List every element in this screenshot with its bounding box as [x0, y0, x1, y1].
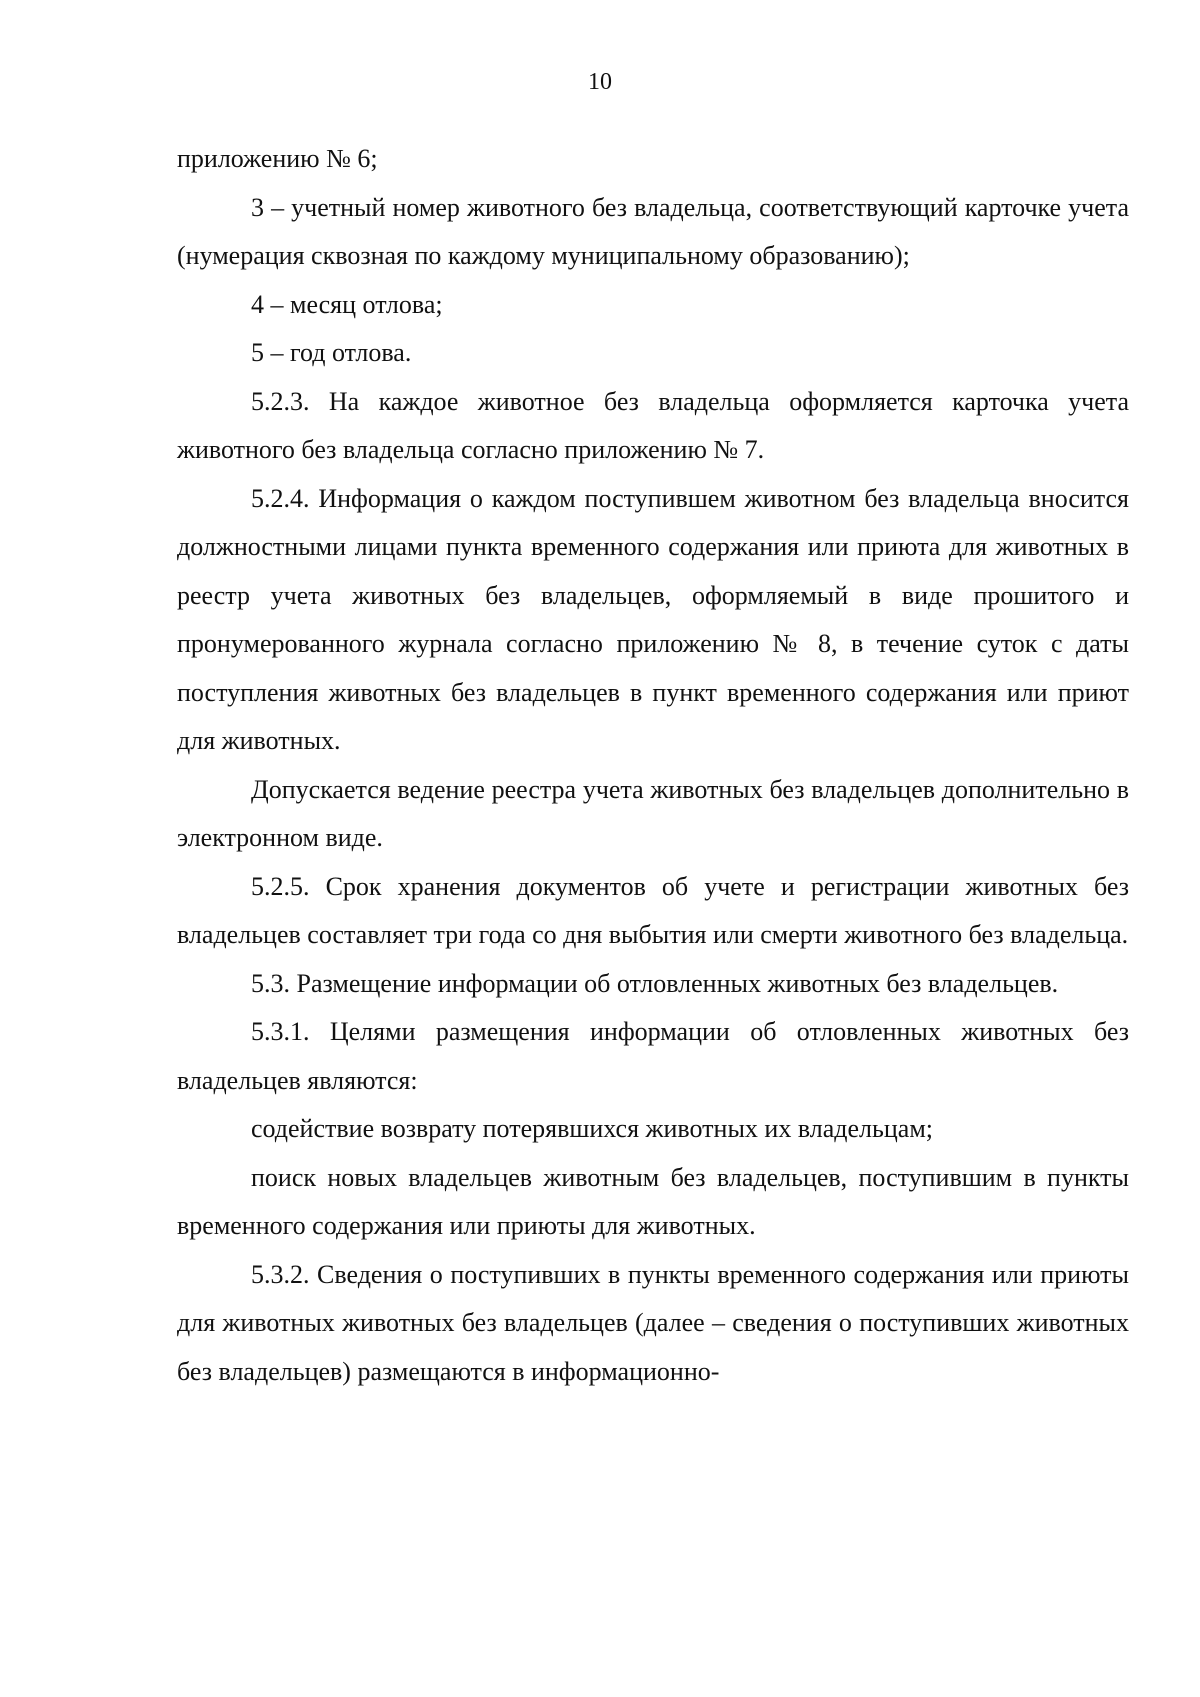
paragraph-5-2-5: 5.2.5. Срок хранения документов об учете и регистрации животных без владельцев составляет три года со дня выбытия или смерти животного без владельца.	[177, 871, 1129, 949]
paragraph-5-3-2: 5.3.2. Сведения о поступивших в пункты временного содержания или приюты для животных животных без владельцев (далее – сведения о поступивших животных без владельцев) размещаются в информационно-	[177, 1259, 1129, 1386]
paragraph-5-3: 5.3. Размещение информации об отловленных животных без владельцев.	[251, 968, 1059, 998]
page-number: 10	[588, 69, 612, 95]
paragraph-5-2-4: 5.2.4. Информация о каждом поступившем животном без владельца вносится должностными лицами пункта временного содержания или приюта для животных в реестр учета животных без владельцев, оформляемый в виде прошитого и пронумерованного журнала согласно приложению № 8, в течение суток с даты поступления животных без владельцев в пункт временного содержания или приют для животных.	[177, 483, 1129, 755]
paragraph-goal-return: содействие возврату потерявшихся животных их владельцам;	[251, 1114, 934, 1143]
paragraph-5-2-3: 5.2.3. На каждое животное без владельца оформляется карточка учета животного без владельца согласно приложению № 7.	[177, 386, 1129, 464]
paragraph-continuation: приложению № 6;	[177, 144, 378, 173]
paragraph-item-3: 3 – учетный номер животного без владельца, соответствующий карточке учета (нумерация сквозная по каждому муниципальному образованию);	[177, 192, 1129, 270]
document-body	[177, 135, 1129, 1396]
paragraph-goal-new-owners: поиск новых владельцев животным без владельцев, поступившим в пункты временного содержания или приюты для животных.	[177, 1162, 1129, 1240]
paragraph-5-3-1: 5.3.1. Целями размещения информации об отловленных животных без владельцев являются:	[177, 1017, 1129, 1095]
paragraph-item-4: 4 – месяц отлова;	[251, 289, 443, 319]
paragraph-electronic-registry: Допускается ведение реестра учета животных без владельцев дополнительно в электронном виде.	[177, 774, 1129, 852]
paragraph-item-5: 5 – год отлова.	[251, 338, 412, 367]
